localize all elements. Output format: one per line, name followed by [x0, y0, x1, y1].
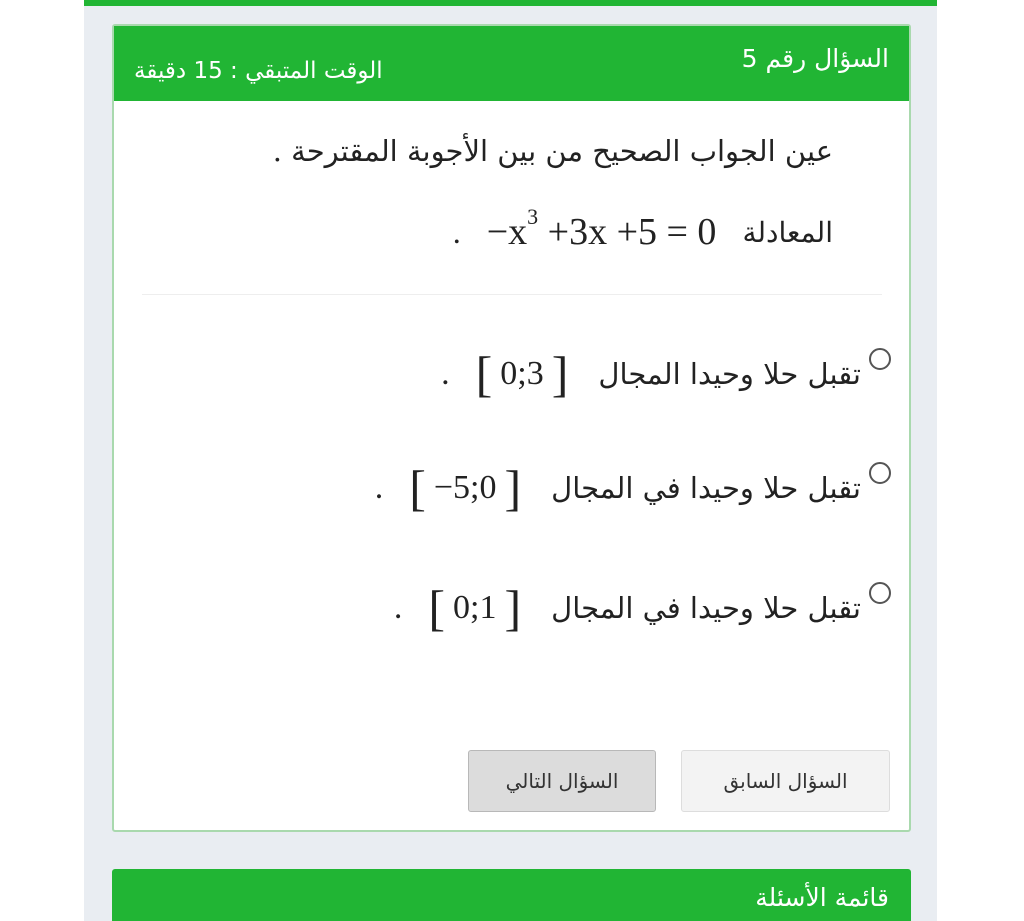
- top-accent-bar: [84, 0, 937, 6]
- option-end-1: .: [441, 355, 450, 392]
- radio-button-2[interactable]: [869, 462, 891, 484]
- option-text-1: تقبل حلا وحيدا المجال: [598, 357, 861, 391]
- option-interval-1: [441, 346, 576, 402]
- bracket-close-icon: ]: [504, 580, 522, 636]
- option-text-3: تقبل حلا وحيدا في المجال: [551, 591, 861, 625]
- question-list-title: قائمة الأسئلة: [755, 883, 889, 912]
- interval-value-3: 0;1: [453, 589, 497, 626]
- option-interval-2: [374, 460, 529, 516]
- interval-value-1: 0;3: [500, 355, 544, 392]
- answer-option-2[interactable]: [375, 458, 891, 518]
- equation-word: المعادلة: [742, 215, 833, 249]
- question-header: [114, 26, 909, 101]
- bracket-open-icon: [: [428, 580, 446, 636]
- interval-value-2: −5;0: [433, 469, 497, 506]
- option-interval-3: [393, 580, 529, 636]
- option-end-2: .: [374, 469, 384, 506]
- equation-end: .: [452, 213, 461, 250]
- previous-question-button[interactable]: السؤال السابق: [681, 750, 890, 812]
- radio-button-3[interactable]: [869, 582, 891, 604]
- equation-rest: +3x +5 = 0: [538, 211, 717, 253]
- bracket-close-icon: ]: [551, 346, 569, 402]
- option-end-3: .: [393, 589, 403, 626]
- radio-button-1[interactable]: [869, 348, 891, 370]
- answer-option-3[interactable]: [394, 578, 891, 638]
- question-list-header[interactable]: [112, 869, 911, 921]
- answer-option-1[interactable]: [441, 344, 891, 404]
- option-text-2: تقبل حلا وحيدا في المجال: [551, 471, 861, 505]
- question-equation-line: [313, 202, 833, 262]
- equation-term: −x: [486, 211, 528, 253]
- bracket-close-icon: ]: [504, 460, 522, 516]
- equation: [486, 204, 717, 254]
- question-number: السؤال رقم 5: [741, 44, 889, 73]
- time-remaining: الوقت المتبقي : 15 دقيقة: [134, 58, 383, 84]
- next-question-button[interactable]: السؤال التالي: [468, 750, 656, 812]
- divider: [142, 294, 882, 295]
- bracket-open-icon: [: [475, 346, 493, 402]
- bracket-open-icon: [: [409, 460, 426, 516]
- question-instruction: عين الجواب الصحيح من بين الأجوبة المقترحة .: [272, 134, 833, 168]
- equation-exponent: 3: [527, 204, 539, 230]
- question-card: [112, 24, 911, 832]
